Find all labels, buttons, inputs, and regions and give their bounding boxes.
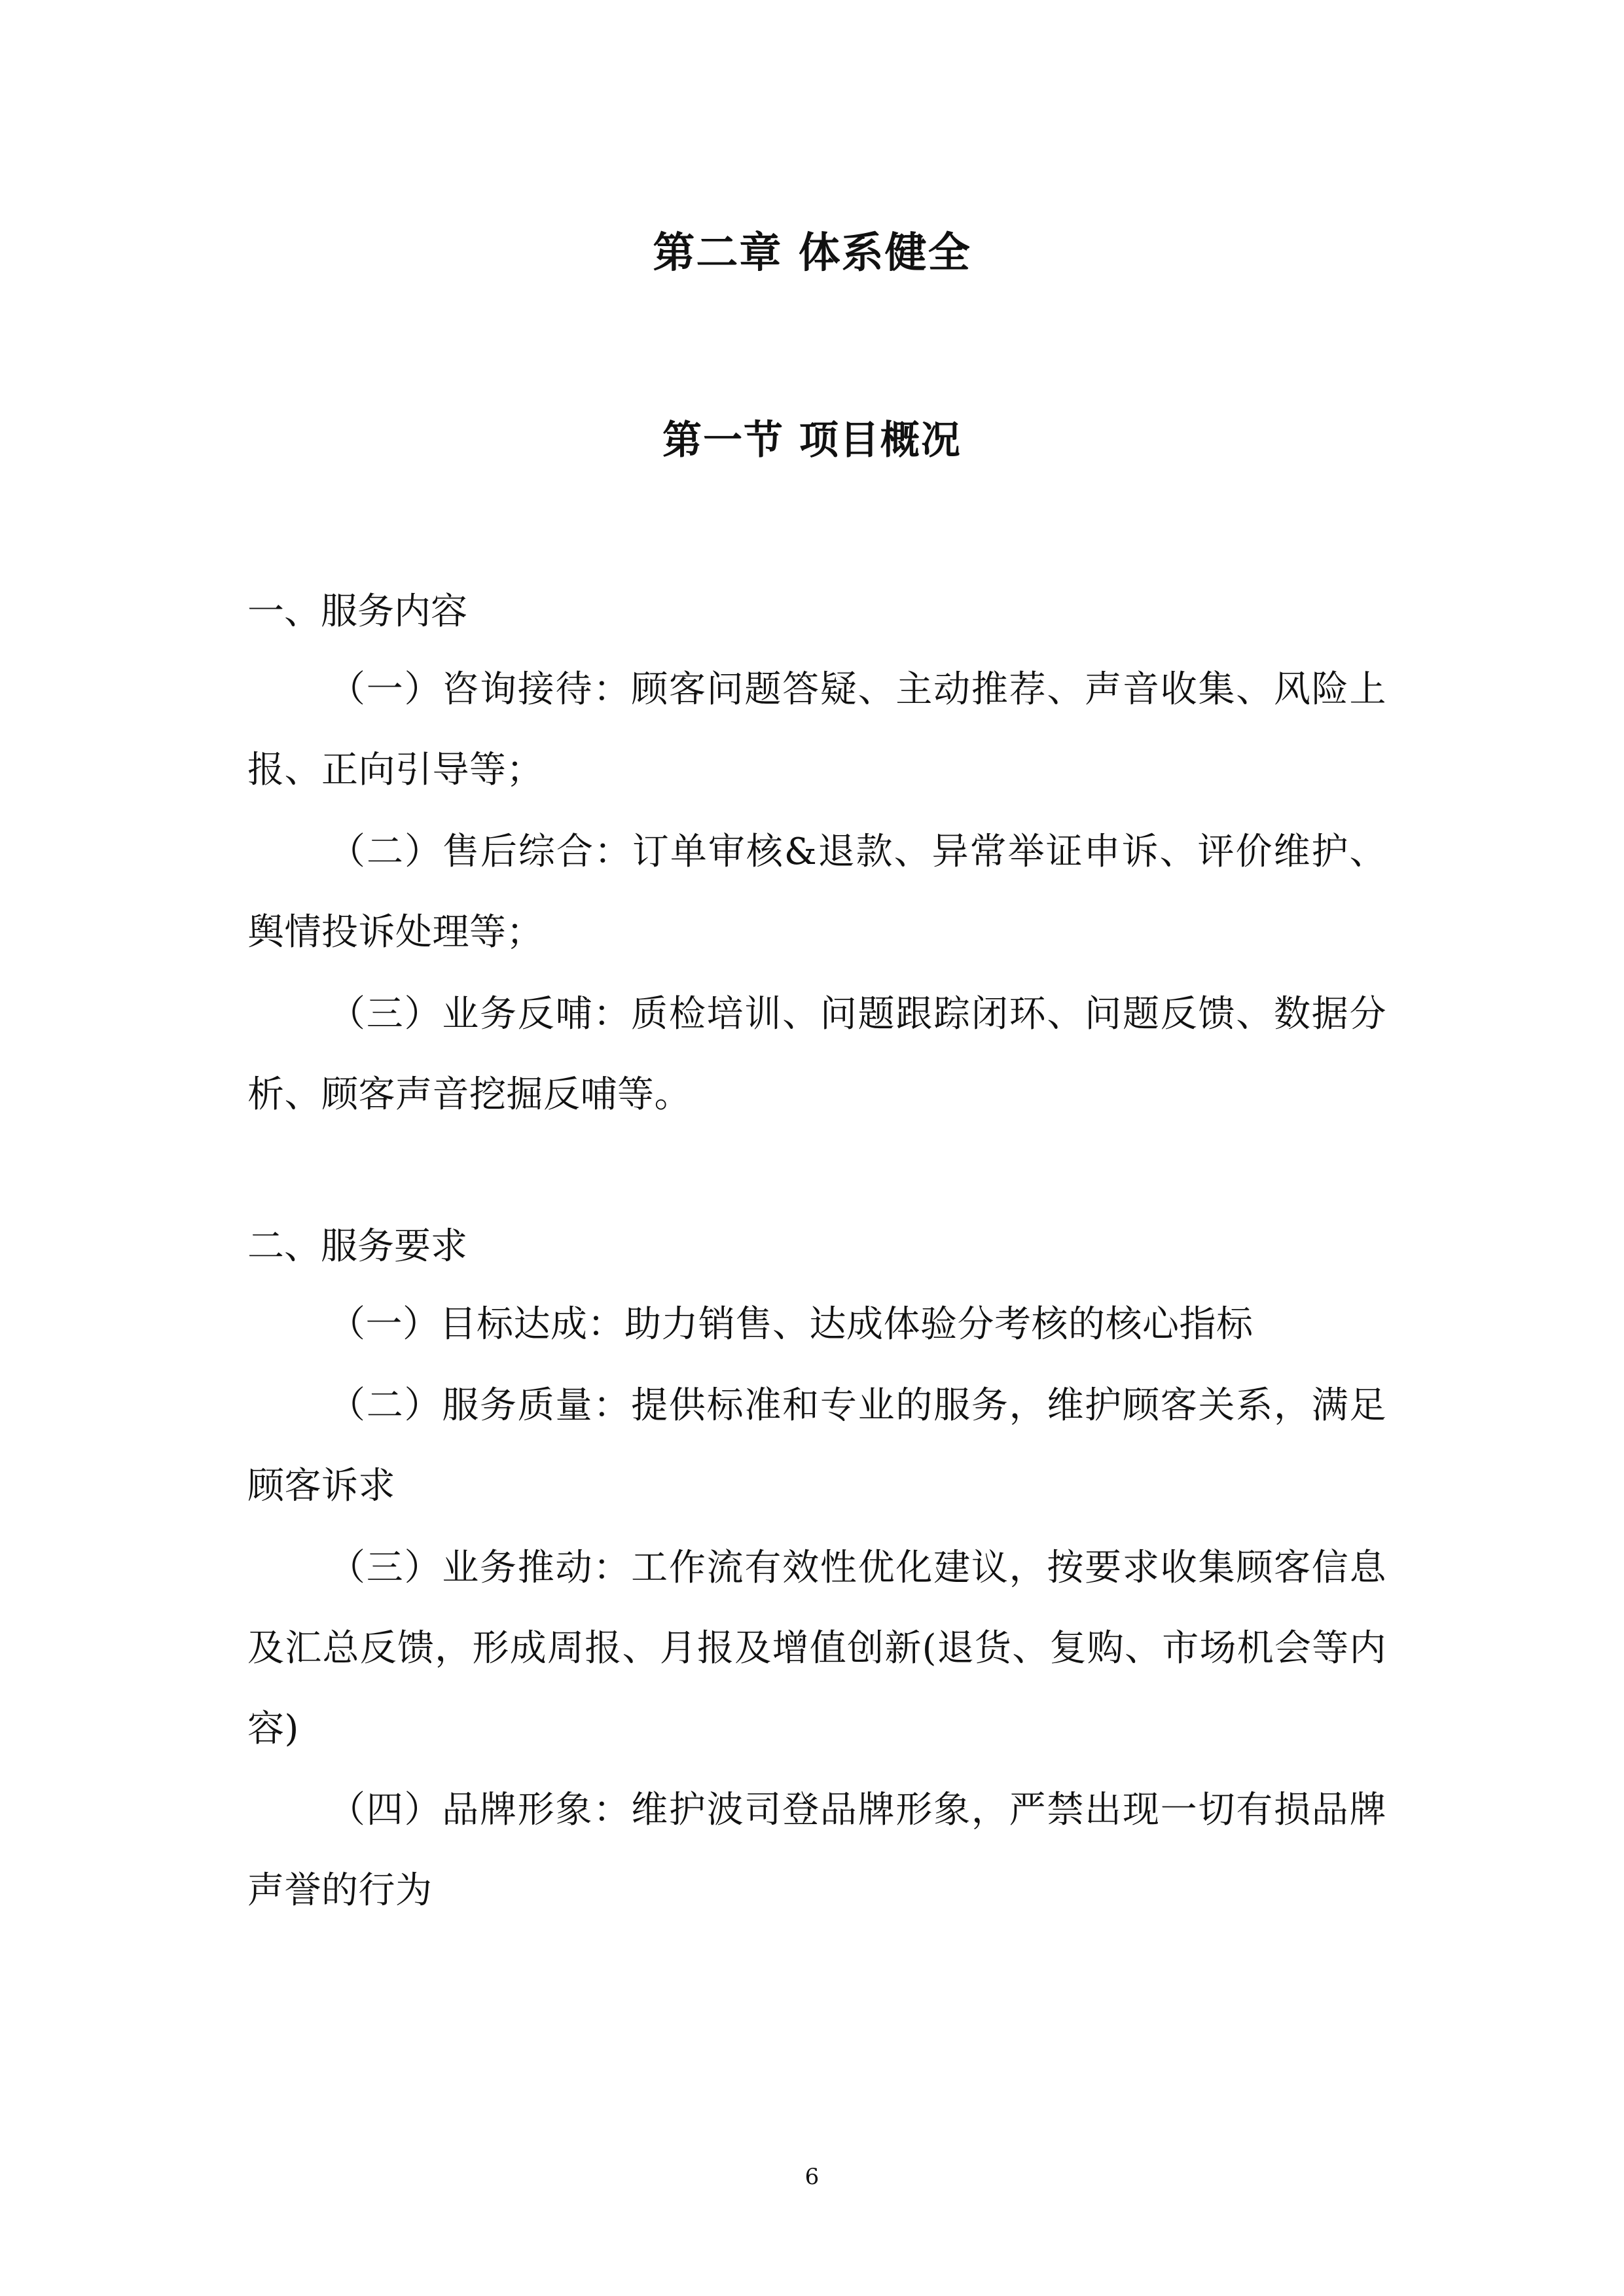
service-content-item-2: （二）售后综合：订单审核&退款、异常举证申诉、评价维护、舆情投诉处理等； — [247, 831, 1386, 954]
service-content-item-3: （三）业务反哺：质检培训、问题跟踪闭环、问题反馈、数据分析、顾客声音挖掘反哺等。 — [247, 993, 1386, 1116]
service-requirement-item-1: （一）目标达成：助力销售、达成体验分考核的核心指标 — [329, 1303, 1254, 1346]
service-content-item-1: （一）咨询接待：顾客问题答疑、主动推荐、声音收集、风险上报、正向引导等； — [247, 668, 1386, 791]
section-title: 第一节 项目概况 — [662, 418, 962, 463]
service-requirements-heading: 二、服务要求 — [247, 1225, 467, 1268]
service-content-heading: 一、服务内容 — [247, 590, 467, 633]
chapter-title: 第二章 体系健全 — [653, 228, 971, 278]
service-requirement-item-3: （三）业务推动：工作流有效性优化建议，按要求收集顾客信息及汇总反馈，形成周报、月报及增值创新(退货、复购、市场机会等内容) — [247, 1547, 1386, 1750]
service-requirement-item-2: （二）服务质量：提供标准和专业的服务，维护顾客关系，满足顾客诉求 — [247, 1384, 1386, 1507]
service-requirement-item-4: （四）品牌形象：维护波司登品牌形象，严禁出现一切有损品牌声誉的行为 — [247, 1789, 1386, 1912]
page-number: 6 — [804, 2164, 820, 2190]
